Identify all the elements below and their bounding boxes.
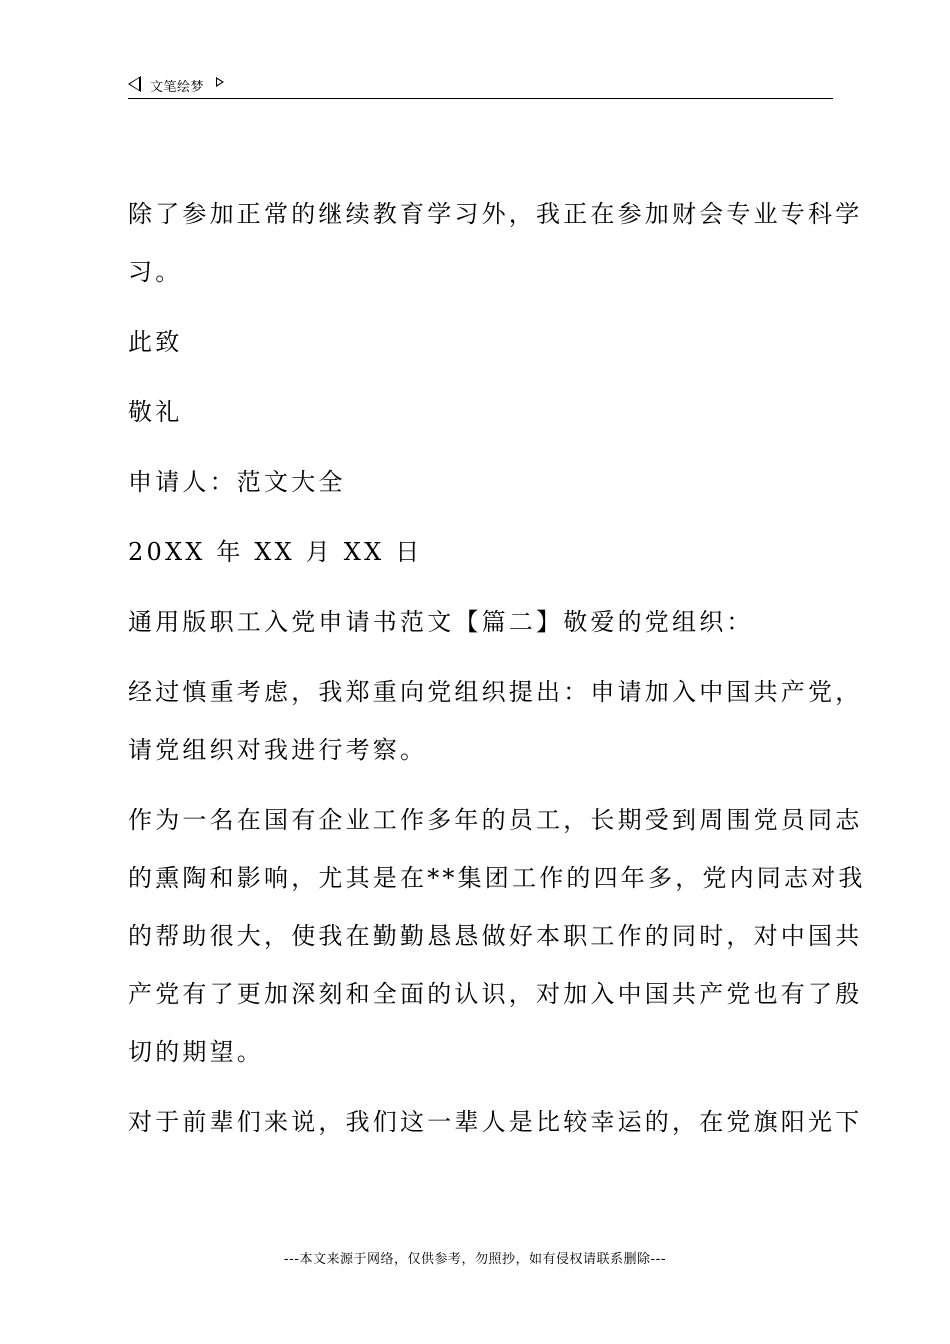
triangle-right-icon bbox=[216, 77, 224, 87]
triangle-left-icon bbox=[128, 76, 141, 92]
paragraph bbox=[128, 313, 828, 371]
paragraph bbox=[128, 593, 828, 651]
text-line: 对于前辈们来说，我们这一辈人是比较幸运的，在党旗阳光下 bbox=[128, 1108, 863, 1136]
text-line: 申请人：范文大全 bbox=[128, 468, 346, 496]
text-line: 习。 bbox=[128, 258, 183, 286]
text-line: 经过慎重考虑，我郑重向党组织提出：申请加入中国共产党， bbox=[128, 678, 863, 706]
text-line: 作为一名在国有企业工作多年的员工，长期受到周围党员同志 bbox=[128, 806, 863, 834]
paragraph bbox=[128, 185, 863, 301]
paragraph bbox=[128, 663, 863, 779]
paragraph bbox=[128, 523, 828, 581]
text-line: 敬礼 bbox=[128, 398, 183, 426]
text-line: 20XX 年 XX 月 XX 日 bbox=[128, 538, 423, 566]
text-line: 产党有了更加深刻和全面的认识，对加入中国共产党也有了殷 bbox=[128, 980, 863, 1008]
text-line: 的帮助很大，使我在勤勤恳恳做好本职工作的同时，对中国共 bbox=[128, 922, 863, 950]
page-header bbox=[128, 72, 833, 99]
text-line: 此致 bbox=[128, 328, 183, 356]
paragraph bbox=[128, 1093, 863, 1151]
header-title: 文笔绘梦 bbox=[150, 80, 205, 95]
page-footer: ---本文来源于网络，仅供参考，勿照抄，如有侵权请联系删除--- bbox=[283, 1252, 667, 1267]
document-body bbox=[128, 185, 866, 1163]
text-line: 切的期望。 bbox=[128, 1038, 264, 1066]
paragraph bbox=[128, 791, 866, 1081]
paragraph bbox=[128, 453, 828, 511]
text-line: 的熏陶和影响，尤其是在**集团工作的四年多，党内同志对我 bbox=[128, 864, 866, 892]
text-line: 通用版职工入党申请书范文【篇二】敬爱的党组织： bbox=[128, 608, 754, 636]
text-line: 请党组织对我进行考察。 bbox=[128, 736, 428, 764]
paragraph bbox=[128, 383, 828, 441]
text-line: 除了参加正常的继续教育学习外，我正在参加财会专业专科学 bbox=[128, 200, 863, 228]
